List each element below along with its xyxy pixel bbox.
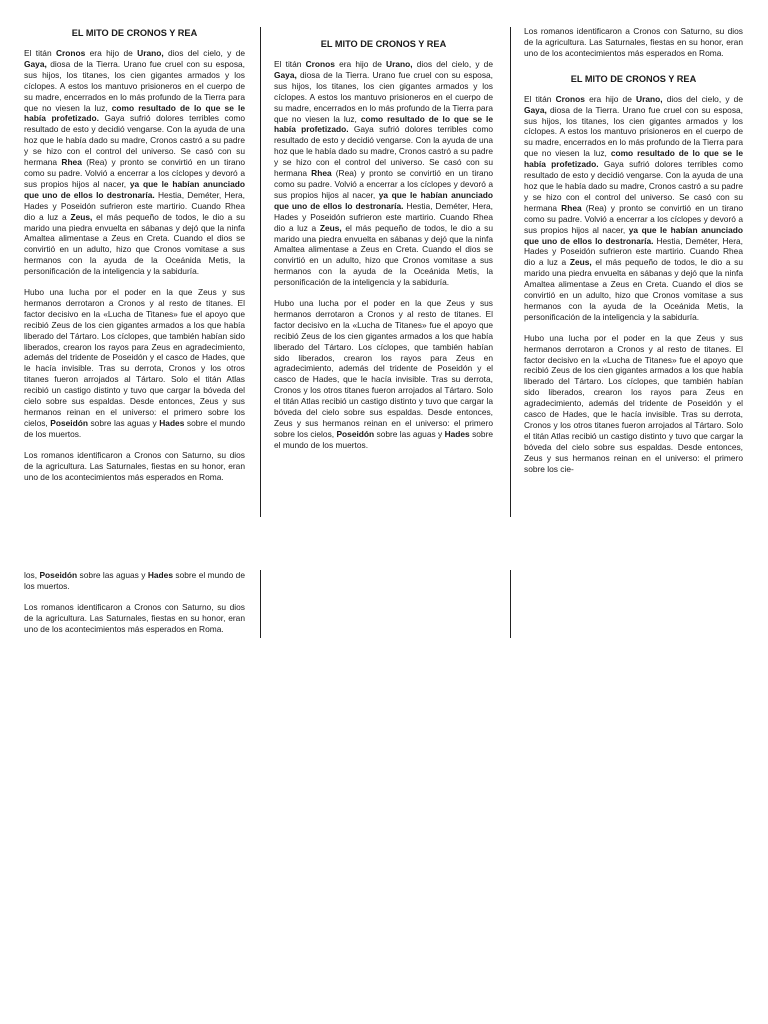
paragraph-origin: El titán Cronos era hijo de Urano, dios del cielo, y de Gaya, diosa de la Tierra. Urano fue cruel con su esposa, sus hijos, los titanes, los cien gigantes armados y los cíclopes. A estos los mantuvo prisioneros en el cuerpo de su madre, encerrados en lo más profundo de la Tierra para que no viesen la luz, como resultado de lo que se le había profetizado. Gaya sufrió dolores terribles como resultado de esto y decidió vengarse. Con la ayuda de una hoz que le había dado su madre, Cronos castró a su padre y se hizo con el control del universo. Se casó con su hermana Rhea (Rea) y pronto se convirtió en un tirano como su padre. Volvió a encerrar a los cíclopes y devoró a sus propios hijos al nacer, ya que le habían anunciado que uno de ellos lo destronaría. Hestia, Deméter, Hera, Hades y Poseidón sufrieron este martirio. Cuando Rhea dio a luz a Zeus, el más pequeño de todos, le dio a su marido una piedra envuelta en sábanas y dejó que la ninfa Amaltea alimentase a Zeus en Creta. Cuando el dios se convirtió en un adulto, hizo que Cronos vomitase a sus hermanos con la ayuda de la Oceánida Metis, la personificación de la inteligencia y la sabiduría. [274,59,493,288]
page-title: EL MITO DE CRONOS Y REA [71,28,198,38]
paragraph-titanomachy: Hubo una lucha por el poder en la que Zeus y sus hermanos derrotaron a Cronos y al resto de titanes. El factor decisivo en la «Lucha de Titanes» fue el apoyo que recibió Zeus de los cien gigantes armados a los que había liberado del Tártaro. Los cíclopes, que también habían sido liberados, crearon los rayos para Zeus en agradecimiento, además del tridente de Poseidón y el casco de Hades, que le hacía invisible. Tras su derrota, Cronos y los otros titanes fueron arrojados al Tártaro. Solo el titán Atlas recibió un castigo distinto y tuvo que cargar la bóveda del cielo sobre sus espaldas. Desde entonces, Zeus y sus hermanos reinan en el universo: el primero sobre los cielos, Poseidón sobre las aguas y Hades sobre el mundo de los muertos. [24,287,246,439]
paragraph-origin: El titán Cronos era hijo de Urano, dios del cielo, y de Gaya, diosa de la Tierra. Urano fue cruel con su esposa, sus hijos, los titanes, los cien gigantes armados y los cíclopes. A estos los mantuvo prisioneros en el cuerpo de su madre, encerrados en lo más profundo de la Tierra para que no viesen la luz, como resultado de lo que se le había profetizado. Gaya sufrió dolores terribles como resultado de esto y decidió vengarse. Con la ayuda de una hoz que le había dado su madre, Cronos castró a su padre y se hizo con el control del universo. Se casó con su hermana Rhea (Rea) y pronto se convirtió en un tirano como su padre. Volvió a encerrar a los cíclopes y devoró a sus propios hijos al nacer, ya que le habían anunciado que uno de ellos lo destronaría. Hestia, Deméter, Hera, Hades y Poseidón sufrieron este martirio. Cuando Rhea dio a luz a Zeus, el más pequeño de todos, le dio a su marido una piedra envuelta en sábanas y dejó que la ninfa Amaltea alimentase a Zeus en Creta. Cuando el dios se convirtió en un adulto, hizo que Cronos vomitase a sus hermanos con la ayuda de la Oceánida Metis, la personificación de la inteligencia y la sabiduría. [24,48,246,277]
paragraph-origin: El titán Cronos era hijo de Urano, dios del cielo, y de Gaya, diosa de la Tierra. Urano fue cruel con su esposa, sus hijos, los titanes, los cien gigantes armados y los cíclopes. A estos los mantuvo prisioneros en el cuerpo de su madre, encerrados en lo más profundo de la Tierra para que no viesen la luz, como resultado de lo que se le había profetizado. Gaya sufrió dolores terribles como resultado de esto y decidió vengarse. Con la ayuda de una hoz que le había dado su madre, Cronos castró a su padre y se hizo con el control del universo. Se casó con su hermana Rhea (Rea) y pronto se convirtió en un tirano como su padre. Volvió a encerrar a los cíclopes y devoró a sus propios hijos al nacer, ya que le habían anunciado que uno de ellos lo destronaría. Hestia, Deméter, Hera, Hades y Poseidón sufrieron este martirio. Cuando Rhea dio a luz a Zeus, el más pequeño de todos, le dio a su marido una piedra envuelta en sábanas y dejó que la ninfa Amaltea alimentase a Zeus en Creta. Cuando el dios se convirtió en un adulto, hizo que Cronos vomitase a sus hermanos con la ayuda de la Oceánida Metis, la personificación de la inteligencia y la sabiduría. [524,93,743,322]
column-3 [524,26,743,485]
paragraph-romans: Los romanos identificaron a Cronos con Saturno, su dios de la agricultura. Las Saturnales, fiestas en su honor, eran uno de los acontecimientos más esperados en Roma. [24,601,245,634]
page-title: EL MITO DE CRONOS Y REA [320,39,447,49]
page-title: EL MITO DE CRONOS Y REA [570,73,697,84]
paragraph-continuation: los, Poseidón sobre las aguas y Hades sobre el mundo de los muertos. [24,570,245,591]
column-divider [260,27,261,517]
column-1 [24,27,245,492]
column-divider [510,570,511,638]
paragraph-romans: Los romanos identificaron a Cronos con Saturno, su dios de la agricultura. Las Saturnales, fiestas en su honor, eran uno de los acontecimientos más esperados en Roma. [524,26,743,58]
column-2 [274,38,493,461]
paragraph-romans: Los romanos identificaron a Cronos con Saturno, su dios de la agricultura. Las Saturnales, fiestas en su honor, eran uno de los acontecimientos más esperados en Roma. [24,449,245,482]
column-divider [260,570,261,638]
column-4 [24,570,245,645]
paragraph-titanomachy: Hubo una lucha por el poder en la que Zeus y sus hermanos derrotaron a Cronos y al resto de titanes. El factor decisivo en la «Lucha de Titanes» fue el apoyo que recibió Zeus de los cien gigantes armados a los que había liberado del Tártaro. Los cíclopes, que también habían sido liberados, crearon los rayos para Zeus en agradecimiento, además del tridente de Poseidón y el casco de Hades, que le hacía invisible. Tras su derrota, Cronos y los otros titanes fueron arrojados al Tártaro. Solo el titán Atlas recibió un castigo distinto y tuvo que cargar la bóveda del cielo sobre sus espaldas. Desde entonces, Zeus y sus hermanos reinan en el universo: el primero sobre los cielos, Poseidón sobre las aguas y Hades sobre el mundo de los muertos. [274,298,494,450]
column-divider [510,27,511,517]
paragraph-titanomachy-partial: Hubo una lucha por el poder en la que Zeus y sus hermanos derrotaron a Cronos y al resto de titanes. El factor decisivo en la «Lucha de Titanes» fue el apoyo que recibió Zeus de los cien gigantes armados a los que había liberado del Tártaro. Los cíclopes, que también habían sido liberados, crearon los rayos para Zeus en agradecimiento, además del tridente de Poseidón y el casco de Hades, que le hacía invisible. Tras su derrota, Cronos y los otros titanes fueron arrojados al Tártaro. Solo el titán Atlas recibió un castigo distinto y tuvo que cargar la bóveda del cielo sobre sus espaldas. Desde entonces, Zeus y sus hermanos reinan en el universo: el primero sobre los cie- [524,332,743,474]
